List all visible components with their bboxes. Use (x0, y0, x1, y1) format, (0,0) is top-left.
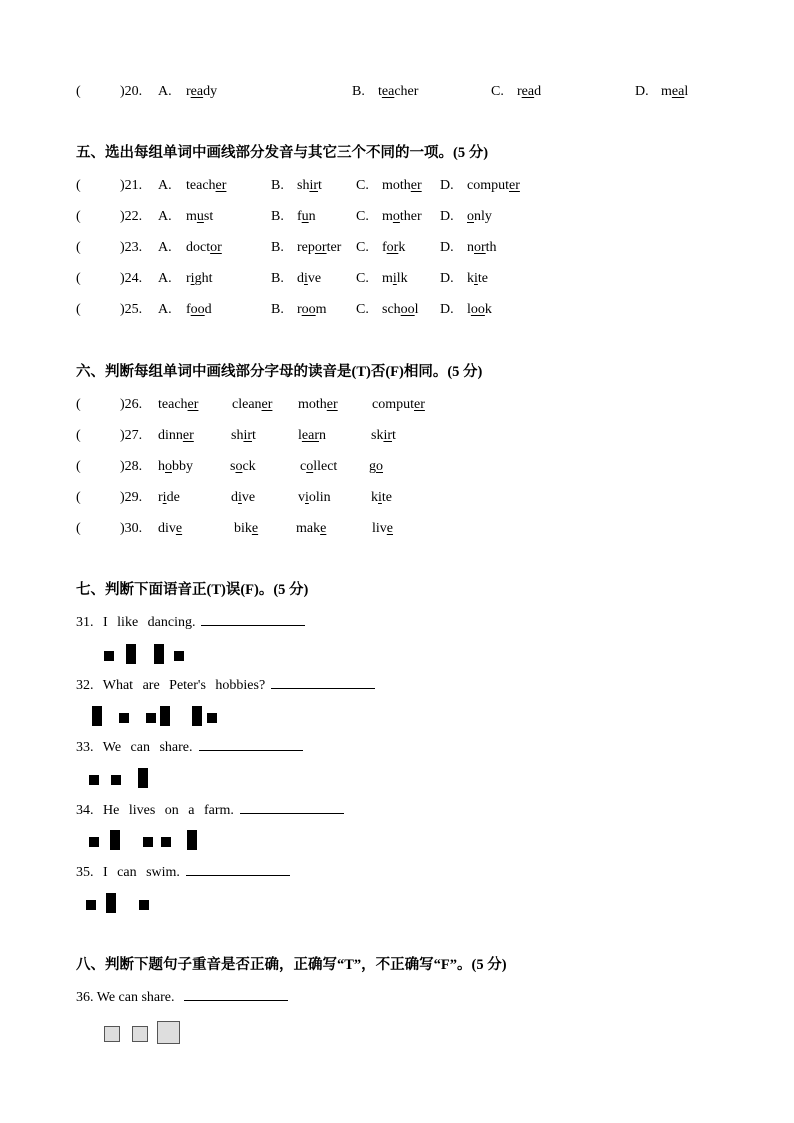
question-row (0, 269, 794, 289)
question-36-stress-boxes (0, 1021, 200, 1045)
question-row (0, 457, 794, 477)
option-b-word: reporter (297, 240, 342, 255)
option-b-label: B. (271, 302, 284, 317)
question-number: )29. (120, 490, 143, 505)
question-number: )27. (120, 428, 143, 443)
option-c-word: mother (382, 178, 422, 193)
stress-pattern (0, 768, 260, 788)
option-a-word: must (186, 209, 214, 224)
option-b-label: B. (352, 84, 365, 99)
word-4: live (372, 521, 393, 536)
unstressed-mark (111, 775, 121, 785)
answer-paren: ( (76, 397, 81, 412)
word-1: dinner (158, 428, 194, 443)
option-a-label: A. (158, 302, 172, 317)
unstressed-mark (161, 837, 171, 847)
option-c-word: read (517, 84, 542, 99)
option-c-word: milk (382, 271, 408, 286)
answer-blank[interactable] (186, 862, 290, 876)
option-c-word: mother (382, 209, 422, 224)
word-1: dive (158, 521, 183, 536)
option-a-word: right (186, 271, 213, 286)
option-b-word: shirt (297, 178, 322, 193)
question-number: )21. (120, 178, 143, 193)
option-c-label: C. (356, 302, 369, 317)
question-text: 31. I like dancing. (76, 615, 196, 630)
option-b-word: fun (297, 209, 316, 224)
option-d-word: kite (467, 271, 488, 286)
option-a-label: A. (158, 240, 172, 255)
word-1: ride (158, 490, 180, 505)
option-a-label: A. (158, 209, 172, 224)
word-4: computer (372, 397, 425, 412)
option-c-label: C. (356, 178, 369, 193)
option-b-word: teacher (378, 84, 419, 99)
unstressed-mark (174, 651, 184, 661)
answer-blank[interactable] (240, 800, 344, 814)
word-4: skirt (371, 428, 396, 443)
option-d-word: look (467, 302, 492, 317)
answer-paren: ( (76, 178, 81, 193)
unstressed-box (104, 1026, 120, 1042)
stressed-box (157, 1021, 180, 1044)
option-d-word: meal (661, 84, 689, 99)
option-d-word: north (467, 240, 497, 255)
question-number: )22. (120, 209, 143, 224)
option-c-label: C. (356, 209, 369, 224)
option-d-word: only (467, 209, 492, 224)
question-31 (76, 612, 305, 632)
stressed-mark (106, 893, 116, 913)
option-c-label: C. (356, 271, 369, 286)
option-a-word: doctor (186, 240, 222, 255)
word-3: violin (298, 490, 331, 505)
option-b-label: B. (271, 271, 284, 286)
word-2: dive (231, 490, 256, 505)
word-3: collect (300, 459, 338, 474)
option-a-word: teacher (186, 178, 227, 193)
stressed-mark (138, 768, 148, 788)
question-36 (76, 987, 288, 1007)
word-3: mother (298, 397, 338, 412)
question-row (0, 426, 794, 446)
question-row (0, 238, 794, 258)
answer-paren: ( (76, 428, 81, 443)
question-number: )26. (120, 397, 143, 412)
question-36-text: 36. We can share. (76, 990, 175, 1005)
question-number: )25. (120, 302, 143, 317)
question-34 (76, 800, 344, 820)
stressed-mark (110, 830, 120, 850)
stressed-mark (126, 644, 136, 664)
word-3: make (296, 521, 327, 536)
answer-paren: ( (76, 459, 81, 474)
stress-pattern (0, 893, 260, 913)
question-number: )24. (120, 271, 143, 286)
unstressed-mark (146, 713, 156, 723)
answer-paren: ( (76, 521, 81, 536)
unstressed-box (132, 1026, 148, 1042)
answer-paren: ( (76, 302, 81, 317)
stressed-mark (92, 706, 102, 726)
stressed-mark (187, 830, 197, 850)
option-a-word: ready (186, 84, 218, 99)
question-32 (76, 675, 375, 695)
option-d-label: D. (440, 302, 454, 317)
option-b-label: B. (271, 178, 284, 193)
stressed-mark (154, 644, 164, 664)
word-4: kite (371, 490, 392, 505)
option-d-word: computer (467, 178, 520, 193)
question-text: 32. What are Peter's hobbies? (76, 678, 266, 693)
stress-pattern (0, 706, 260, 726)
word-2: shirt (231, 428, 256, 443)
option-d-label: D. (440, 209, 454, 224)
question-row (0, 488, 794, 508)
question-text: 34. He lives on a farm. (76, 803, 234, 818)
word-2: cleaner (232, 397, 273, 412)
option-d-label: D. (635, 84, 649, 99)
word-4: go (369, 459, 383, 474)
question-row (0, 519, 794, 539)
unstressed-mark (89, 837, 99, 847)
word-2: bike (234, 521, 259, 536)
option-c-word: fork (382, 240, 406, 255)
answer-paren: ( (76, 490, 81, 505)
stressed-mark (192, 706, 202, 726)
stress-pattern (0, 830, 260, 850)
section-6-heading: 六、判断每组单词中画线部分字母的读音是(T)否(F)相同。(5 分) (76, 364, 483, 380)
unstressed-mark (143, 837, 153, 847)
unstressed-mark (139, 900, 149, 910)
option-b-word: room (297, 302, 327, 317)
section-8-heading: 八、判断下题句子重音是否正确，正确写“T”，不正确写“F”。(5 分) (76, 957, 507, 973)
unstressed-mark (207, 713, 217, 723)
option-b-label: B. (271, 209, 284, 224)
option-c-label: C. (491, 84, 504, 99)
option-c-word: school (382, 302, 419, 317)
option-d-label: D. (440, 240, 454, 255)
option-a-word: food (186, 302, 212, 317)
word-2: sock (230, 459, 256, 474)
question-text: 33. We can share. (76, 740, 193, 755)
word-1: hobby (158, 459, 193, 474)
option-d-label: D. (440, 178, 454, 193)
answer-blank[interactable] (271, 675, 375, 689)
question-number: )30. (120, 521, 143, 536)
answer-paren: ( (76, 240, 81, 255)
option-d-label: D. (440, 271, 454, 286)
question-row (0, 300, 794, 320)
question-33 (76, 737, 303, 757)
question-20 (0, 82, 794, 102)
question-number: )20. (120, 84, 143, 99)
section-5-heading: 五、选出每组单词中画线部分发音与其它三个不同的一项。(5 分) (76, 145, 489, 161)
stress-pattern (0, 644, 260, 664)
option-b-word: dive (297, 271, 322, 286)
unstressed-mark (86, 900, 96, 910)
stressed-mark (160, 706, 170, 726)
answer-paren: ( (76, 209, 81, 224)
answer-paren: ( (76, 271, 81, 286)
question-text: 35. I can swim. (76, 865, 180, 880)
question-row (0, 395, 794, 415)
answer-paren: ( (76, 84, 81, 99)
unstressed-mark (119, 713, 129, 723)
word-3: learn (298, 428, 326, 443)
option-c-label: C. (356, 240, 369, 255)
option-a-label: A. (158, 271, 172, 286)
word-1: teacher (158, 397, 199, 412)
question-row (0, 176, 794, 196)
unstressed-mark (104, 651, 114, 661)
option-a-label: A. (158, 178, 172, 193)
unstressed-mark (89, 775, 99, 785)
answer-blank[interactable] (199, 737, 303, 751)
section-7-heading: 七、判断下面语音正(T)误(F)。(5 分) (76, 582, 309, 598)
answer-blank[interactable] (184, 987, 288, 1001)
answer-blank[interactable] (201, 612, 305, 626)
question-row (0, 207, 794, 227)
question-number: )28. (120, 459, 143, 474)
question-35 (76, 862, 290, 882)
option-b-label: B. (271, 240, 284, 255)
question-number: )23. (120, 240, 143, 255)
option-a-label: A. (158, 84, 172, 99)
